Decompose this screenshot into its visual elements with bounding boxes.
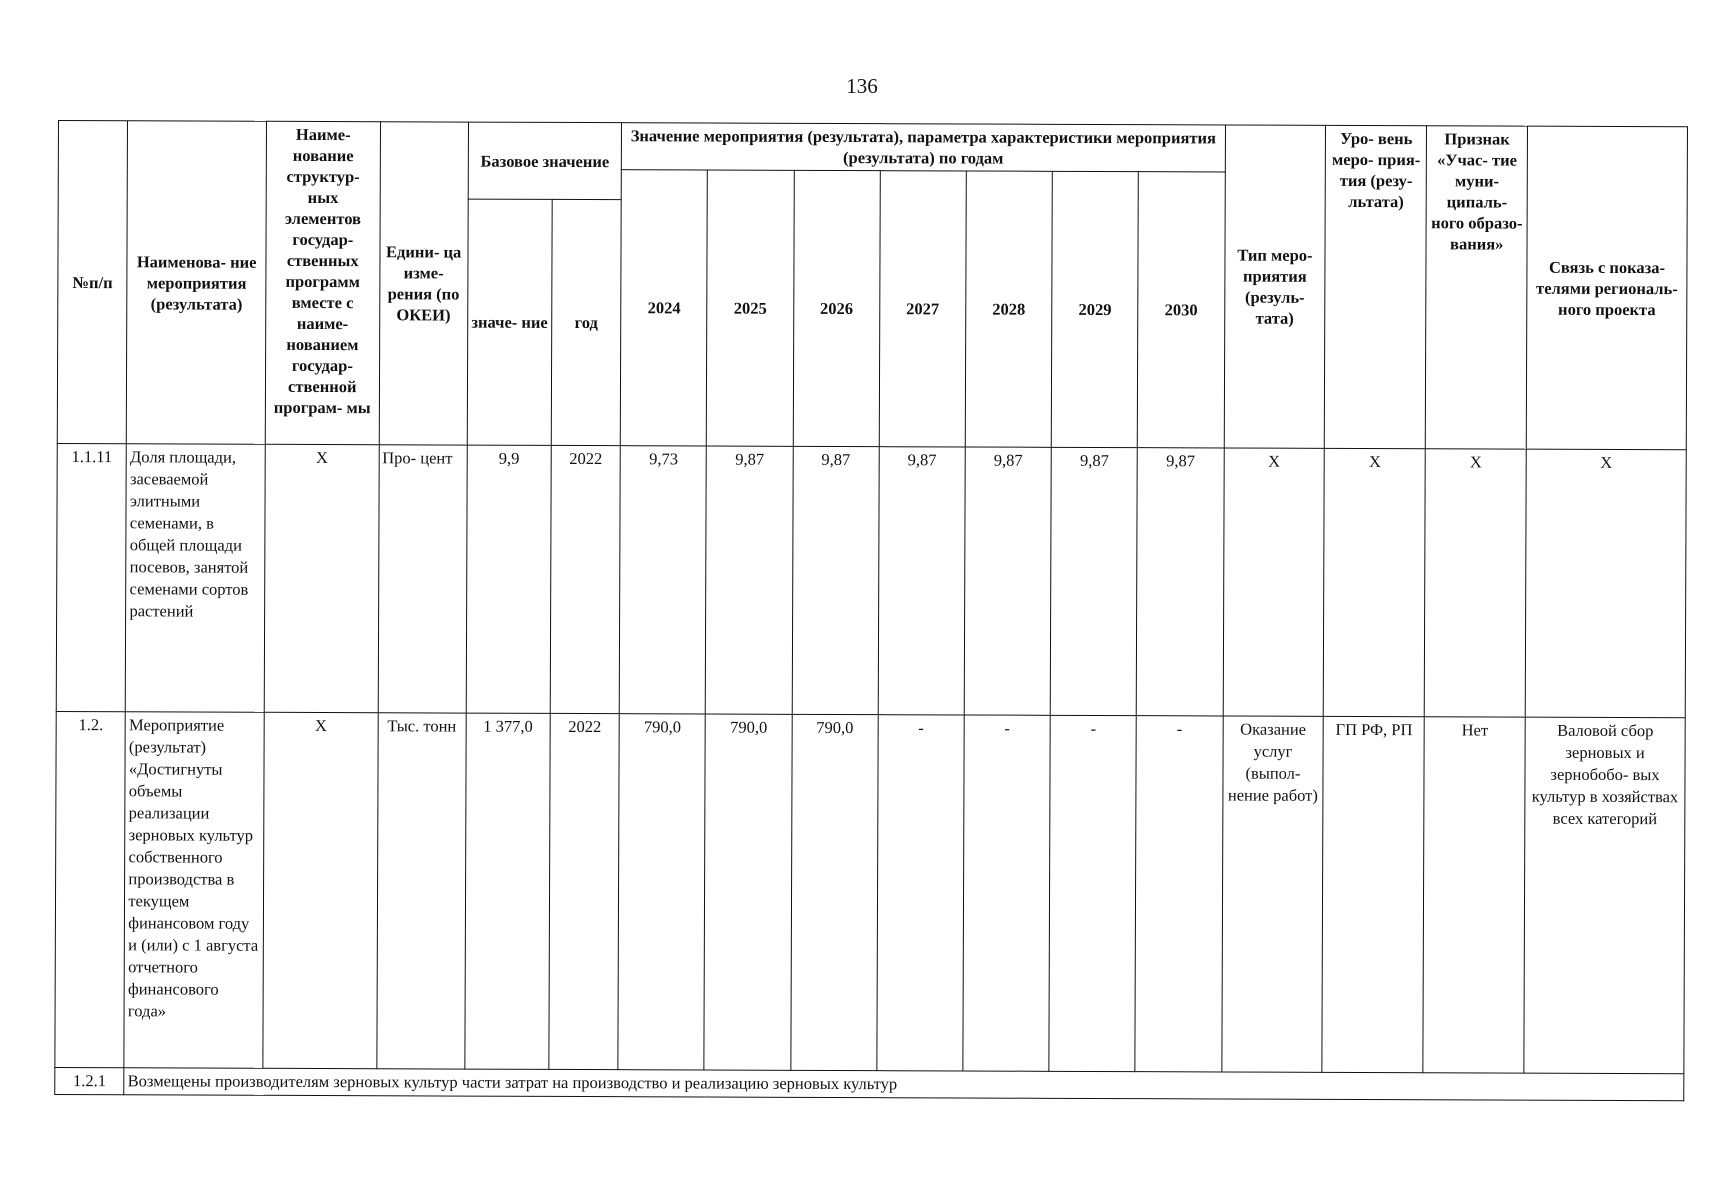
row-type: X [1223, 448, 1325, 716]
header-year-2028: 2028 [965, 171, 1052, 447]
table-row [55, 711, 1685, 1073]
header-years-group: Значение мероприятия (результата), параметра характеристики мероприятия (результата) по годам [622, 123, 1225, 172]
header-municipal: Признак «Учас- тие муни- ципаль- ного образо- вания» [1426, 126, 1528, 449]
row-municipal: X [1424, 449, 1526, 717]
row-link: X [1525, 449, 1686, 718]
row-type: Оказание услуг (выпол- нение работ) [1221, 716, 1323, 1072]
row-value-2026: 790,0 [790, 714, 878, 1070]
row-structural: X [263, 712, 378, 1068]
row-value-2026: 9,87 [792, 446, 879, 714]
header-level: Уро- вень меро- прия- тия (резу- льтата) [1325, 125, 1427, 448]
row-num: 1.1.11 [56, 443, 126, 711]
header-name: Наименова- ние мероприятия (результата) [127, 121, 267, 445]
row-level: ГП РФ, РП [1322, 716, 1424, 1072]
table-row [56, 443, 1686, 717]
header-base-year: год [551, 199, 621, 445]
row-level: X [1324, 448, 1426, 716]
header-year-2030: 2030 [1138, 172, 1225, 448]
row-base-value: 1 377,0 [465, 713, 550, 1069]
row-unit: Про- цент [378, 445, 467, 713]
header-year-2029: 2029 [1051, 171, 1138, 447]
row-structural: X [264, 444, 379, 712]
row-base-year: 2022 [550, 445, 620, 713]
row-base-value: 9,9 [466, 445, 551, 713]
row-subsection-title: Возмещены производителям зерновых культур части затрат на производство и реализацию зерновых культур [124, 1068, 1684, 1101]
header-base: Базовое значение [468, 122, 622, 200]
row-value-2024: 9,73 [619, 446, 706, 714]
header-year-2025: 2025 [707, 170, 794, 446]
page-number: 136 [846, 74, 878, 98]
row-municipal: Нет [1423, 717, 1525, 1073]
header-link: Связь с показа- телями региональ- ного проекта [1526, 126, 1687, 450]
header-base-value: значе- ние [467, 199, 552, 445]
header-year-2024: 2024 [621, 170, 708, 446]
row-name: Доля площади, засеваемой элитными семенами, в общей площади посевов, занятой семенами сортов растений [126, 444, 266, 713]
row-num: 1.2. [55, 711, 126, 1067]
header-num: №п/п [57, 121, 128, 444]
row-value-2030: 9,87 [1137, 448, 1224, 716]
row-value-2025: 790,0 [704, 714, 792, 1070]
header-structural: Наиме- нование структур- ных элементов государ- ственных программ вместе с наиме- нованием государ- ственной програм- мы [265, 121, 380, 444]
row-value-2029: - [1049, 715, 1137, 1071]
row-value-2028: - [963, 715, 1051, 1071]
row-num: 1.2.1 [55, 1067, 124, 1094]
row-value-2028: 9,87 [964, 447, 1051, 715]
header-type: Тип меро- приятия (резуль- тата) [1224, 125, 1326, 448]
header-year-2026: 2026 [793, 170, 880, 446]
indicators-table [54, 120, 1688, 1101]
row-name: Мероприятие (результат) «Достигнуты объемы реализации зерновых культур собственного производства в текущем финансовом году и (или) с 1 августа отчетного финансового года» [124, 712, 264, 1069]
row-base-year: 2022 [549, 713, 620, 1069]
row-value-2027: - [877, 715, 965, 1071]
row-value-2027: 9,87 [878, 447, 965, 715]
table-row [55, 1067, 1684, 1100]
row-link: Валовой сбор зерновых и зернобобо- вых культур в хозяйствах всех категорий [1524, 717, 1685, 1074]
header-unit: Едини- ца изме- рения (по ОКЕИ) [379, 122, 469, 445]
row-value-2025: 9,87 [706, 446, 793, 714]
header-year-2027: 2027 [879, 171, 966, 447]
row-value-2029: 9,87 [1050, 447, 1137, 715]
row-value-2024: 790,0 [618, 714, 706, 1070]
row-unit: Тыс. тонн [376, 713, 466, 1069]
row-value-2030: - [1135, 716, 1223, 1072]
